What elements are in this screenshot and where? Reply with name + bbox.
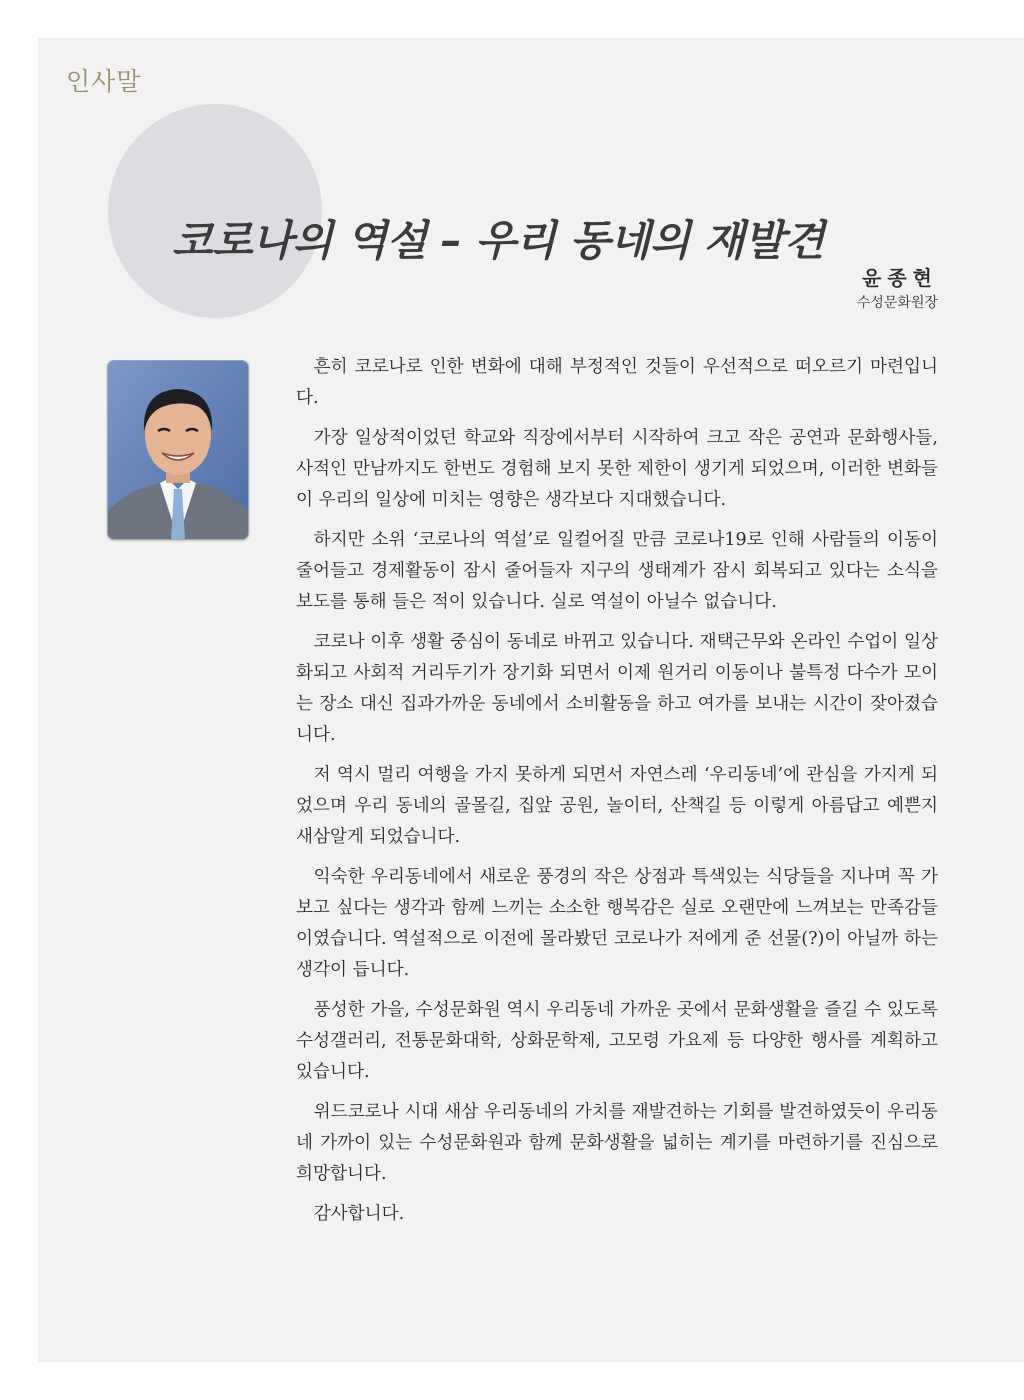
body-paragraph: 위드코로나 시대 새삼 우리동네의 가치를 재발견하는 기회를 발견하였듯이 우리동네 가까이 있는 수성문화원과 함께 문화생활을 넓히는 계기를 마련하기를 진심으로 희망합니다. — [296, 1102, 938, 1184]
body-paragraph: 코로나 이후 생활 중심이 동네로 바뀌고 있습니다. 재택근무와 온라인 수업이 일상화되고 사회적 거리두기가 장기화 되면서 이제 원거리 이동이나 불특정 다수가 모이는 장소 대신 집과가까운 동네에서 소비활동을 하고 여가를 보내는 시간이 잦아졌습니다. — [296, 632, 938, 745]
article-body — [296, 352, 938, 1239]
author-name: 윤종현 — [862, 266, 938, 290]
person-portrait-icon — [108, 361, 248, 539]
body-paragraph: 감사합니다. — [313, 1204, 405, 1224]
author-role: 수성문화원장 — [856, 295, 938, 311]
article-title: 코로나의 역설 – 우리 동네의 재발견 — [172, 216, 825, 265]
section-label: 인사말 — [66, 67, 142, 96]
author-portrait — [107, 360, 249, 540]
page — [38, 38, 1024, 1362]
body-paragraph: 풍성한 가을, 수성문화원 역시 우리동네 가까운 곳에서 문화생활을 즐길 수 있도록 수성갤러리, 전통문화대학, 상화문학제, 고모령 가요제 등 다양한 행사를 계획하고 있습니다. — [296, 1000, 938, 1082]
body-paragraph: 저 역시 멀리 여행을 가지 못하게 되면서 자연스레 ‘우리동네’에 관심을 가지게 되었으며 우리 동네의 골몰길, 집앞 공원, 놀이터, 산책길 등 이렇게 아름답고 예쁜지 새삼알게 되었습니다. — [296, 765, 938, 847]
body-paragraph: 하지만 소위 ‘코로나의 역설’로 일컬어질 만큼 코로나19로 인해 사람들의 이동이 줄어들고 경제활동이 잠시 줄어들자 지구의 생태계가 잠시 회복되고 있다는 소식을 보도를 통해 들은 적이 있습니다. 실로 역설이 아닐수 없습니다. — [296, 530, 938, 612]
body-paragraph: 흔히 코로나로 인한 변화에 대해 부정적인 것들이 우선적으로 떠오르기 마련입니다. — [296, 357, 938, 408]
body-paragraph: 가장 일상적이었던 학교와 직장에서부터 시작하여 크고 작은 공연과 문화행사들, 사적인 만남까지도 한번도 경험해 보지 못한 제한이 생기게 되었으며, 이러한 변화들이 우리의 일상에 미치는 영향은 생각보다 지대했습니다. — [296, 428, 938, 510]
body-paragraph: 익숙한 우리동네에서 새로운 풍경의 작은 상점과 특색있는 식당들을 지나며 꼭 가보고 싶다는 생각과 함께 느끼는 소소한 행복감은 실로 오랜만에 느껴보는 만족감들이였습니다. 역설적으로 이전에 몰라봤던 코로나가 저에게 준 선물(?)이 아닐까 하는 생각이 듭니다. — [296, 867, 938, 980]
